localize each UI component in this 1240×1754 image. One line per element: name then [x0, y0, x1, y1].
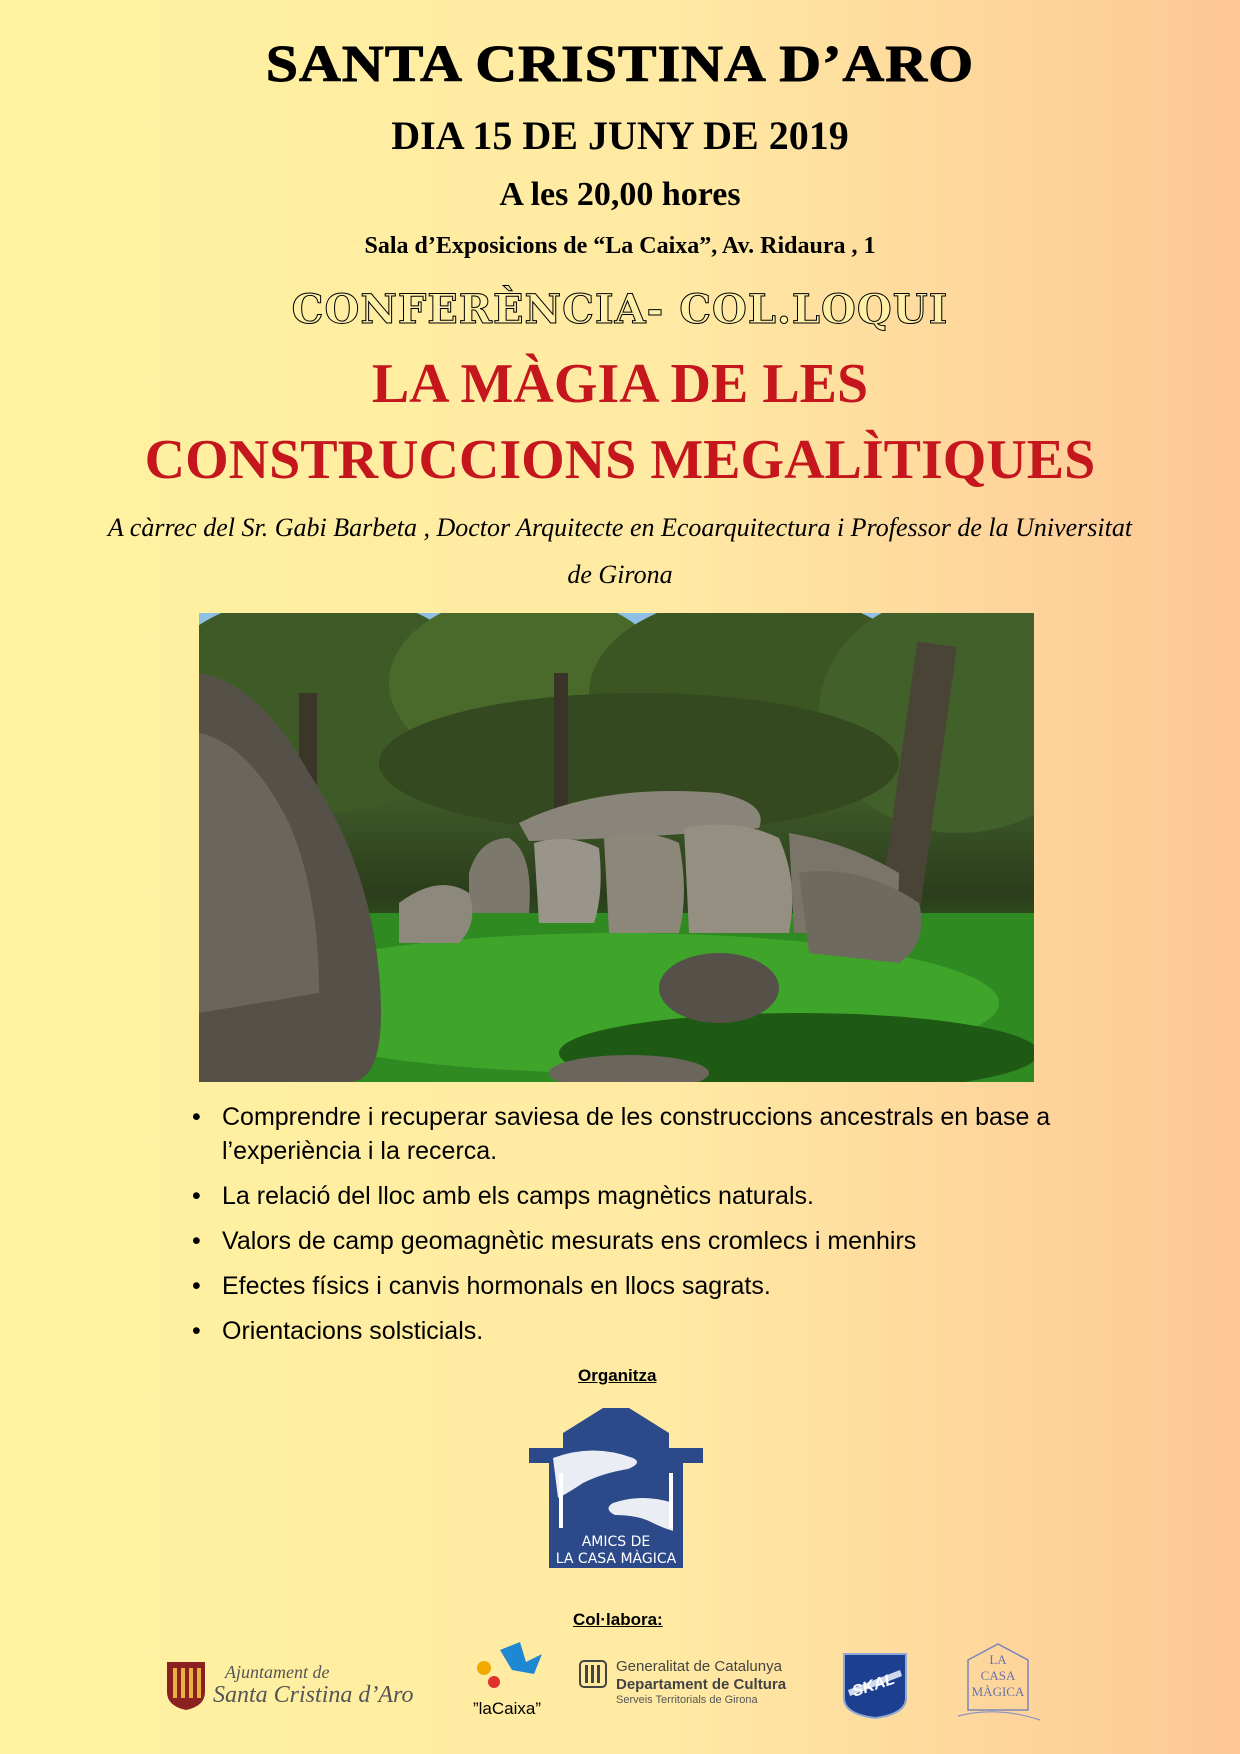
- collaborators-heading: Col·labora:: [573, 1610, 663, 1629]
- gencat-text-2: Departament de Cultura: [616, 1676, 787, 1693]
- amics-logo-text-1: AMICS DE: [581, 1534, 651, 1550]
- dolmen-photo: [199, 613, 1034, 1082]
- event-time: A les 20,00 hores: [499, 176, 741, 213]
- dolmen-illustration: [199, 613, 1034, 1082]
- gencat-text-1: Generalitat de Catalunya: [616, 1658, 782, 1675]
- event-kind: CONFERÈNCIA- COL.LOQUI: [291, 286, 949, 333]
- ajuntament-text-1: Ajuntament de: [225, 1662, 330, 1682]
- generalitat-logo: [578, 1655, 808, 1711]
- list-item: • Efectes físics i canvis hormonals en llocs sagrats.: [190, 1269, 1090, 1303]
- headline-line-1: LA MÀGIA DE LES: [371, 353, 869, 415]
- topics-list: [190, 1100, 1090, 1359]
- event-venue: Sala d’Exposicions de “La Caixa”, Av. Ridaura , 1: [364, 233, 876, 259]
- town-title: SANTA CRISTINA D’ARO: [265, 34, 975, 93]
- lacaixa-text: ”laCaixa”: [472, 1699, 542, 1718]
- amics-casa-magica-logo: [523, 1403, 709, 1573]
- casa-magica-logo: [948, 1640, 1048, 1730]
- gencat-text-3: Serveis Territorials de Girona: [616, 1694, 758, 1706]
- list-item: • Orientacions solsticials.: [190, 1314, 1090, 1348]
- skal-text: SKAL: [850, 1670, 897, 1701]
- casa-text-2: CASA: [980, 1668, 1016, 1683]
- organizer-heading: Organitza: [578, 1366, 657, 1385]
- casa-text-1: LA: [989, 1652, 1007, 1667]
- speaker-credit: A càrrec del Sr. Gabi Barbeta , Doctor Arquitecte en Ecoarquitectura i Professor de la Universitat de Girona: [107, 513, 1133, 589]
- lacaixa-logo: [462, 1640, 552, 1720]
- ajuntament-logo: [165, 1658, 435, 1710]
- list-item: • La relació del lloc amb els camps magnètics naturals.: [190, 1179, 1090, 1213]
- skal-logo: [840, 1650, 910, 1720]
- list-item: • Comprendre i recuperar saviesa de les construccions ancestrals en base a l’experiència i la recerca.: [190, 1100, 1090, 1168]
- casa-text-3: MÀGICA: [971, 1684, 1025, 1699]
- list-item: • Valors de camp geomagnètic mesurats ens cromlecs i menhirs: [190, 1224, 1090, 1258]
- ajuntament-text-2: Santa Cristina d’Aro: [213, 1682, 414, 1708]
- event-date: DIA 15 DE JUNY DE 2019: [391, 113, 849, 158]
- headline-line-2: CONSTRUCCIONS MEGALÌTIQUES: [144, 429, 1096, 491]
- amics-logo-text-2: LA CASA MÀGICA: [555, 1551, 677, 1567]
